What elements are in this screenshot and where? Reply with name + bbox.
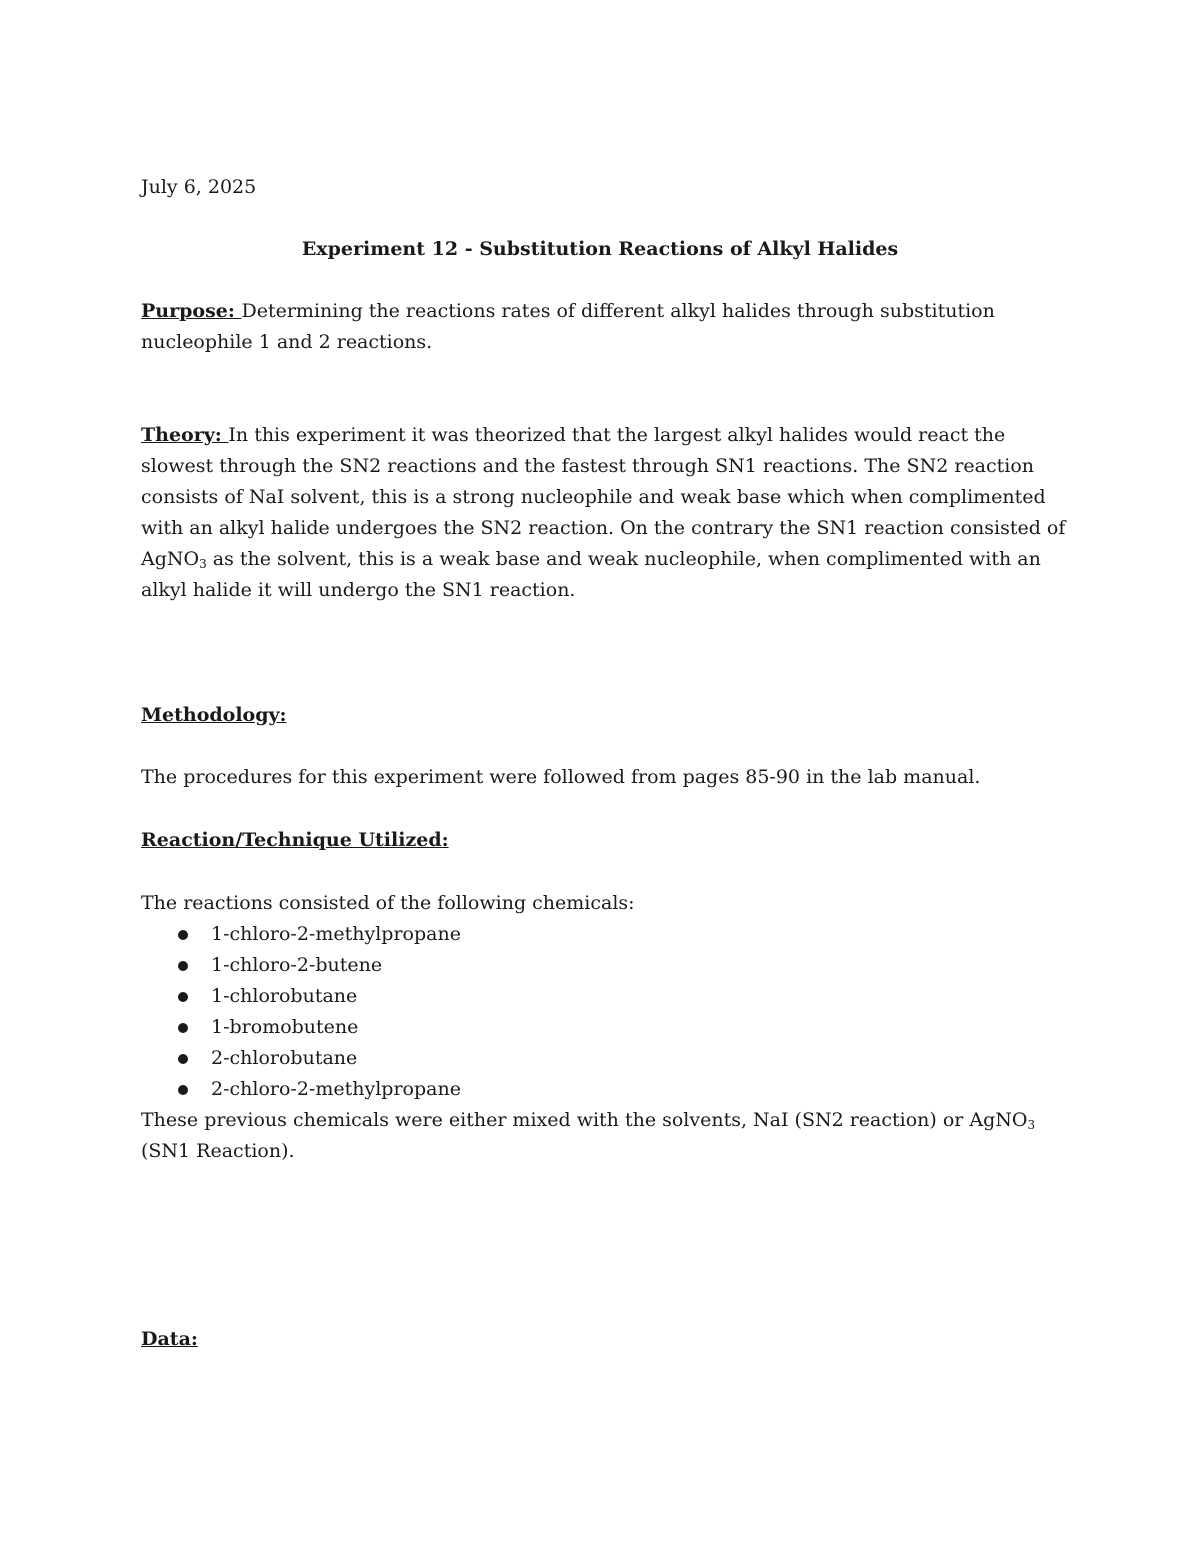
date-text: July 6, 2025 [141, 176, 257, 198]
page-title: Experiment 12 - Substitution Reactions of Alkyl Halides [301, 238, 899, 260]
purpose-text-line-1: Determining the reactions rates of different alkyl halides through substitution [241, 300, 995, 322]
chemical-name: 2-chloro-2-methylpropane [211, 1078, 461, 1100]
list-item [141, 1074, 461, 1105]
chemical-list [141, 919, 461, 1105]
chemical-name: 2-chlorobutane [211, 1047, 358, 1069]
bullet-icon [178, 961, 188, 971]
list-item [141, 919, 461, 950]
bullet-icon [178, 1054, 188, 1064]
reaction-conclusion-line-1 [141, 1105, 1035, 1136]
chemical-name: 1-chlorobutane [211, 985, 358, 1007]
reaction-intro: The reactions consisted of the following chemicals: [141, 892, 635, 914]
reaction-conclusion-line-2: (SN1 Reaction). [141, 1140, 295, 1162]
bullet-icon [178, 992, 188, 1002]
data-heading: Data: [141, 1328, 198, 1350]
purpose-text-line-2: nucleophile 1 and 2 reactions. [141, 331, 433, 353]
theory-text-part-2: as the solvent, this is a weak base and weak nucleophile, when complimented with an alkyl halide it will undergo the SN1 reaction. [141, 548, 1041, 601]
theory-text-part-1: In this experiment it was theorized that the largest alkyl halides would react the slowest through the SN2 reactions and the fastest through SN1 reactions. The SN2 reaction consists of NaI solvent, this is a strong nucleophile and weak base which when complimented with an alkyl halide undergoes the SN2 reaction. On the contrary the SN1 reaction consisted of AgNO [141, 424, 1066, 570]
purpose-heading: Purpose: [141, 300, 242, 322]
theory-subscript: 3 [199, 557, 207, 571]
chemical-name: 1-chloro-2-methylpropane [211, 923, 461, 945]
list-item [141, 950, 461, 981]
reaction-conclusion-subscript: 3 [1027, 1118, 1036, 1132]
bullet-icon [178, 1023, 188, 1033]
methodology-heading: Methodology: [141, 704, 287, 726]
reaction-conclusion-text: These previous chemicals were either mixed with the solvents, NaI (SN2 reaction) or AgNO [141, 1109, 1028, 1131]
theory-paragraph [141, 420, 1071, 606]
chemical-name: 1-chloro-2-butene [211, 954, 383, 976]
purpose-line-1 [141, 296, 995, 327]
list-item [141, 1012, 461, 1043]
list-item [141, 981, 461, 1012]
reaction-heading: Reaction/Technique Utilized: [141, 829, 449, 851]
methodology-text: The procedures for this experiment were followed from pages 85-90 in the lab manual. [141, 766, 981, 788]
chemical-name: 1-bromobutene [211, 1016, 359, 1038]
theory-heading: Theory: [141, 424, 229, 446]
bullet-icon [178, 1085, 188, 1095]
list-item [141, 1043, 461, 1074]
bullet-icon [178, 930, 188, 940]
